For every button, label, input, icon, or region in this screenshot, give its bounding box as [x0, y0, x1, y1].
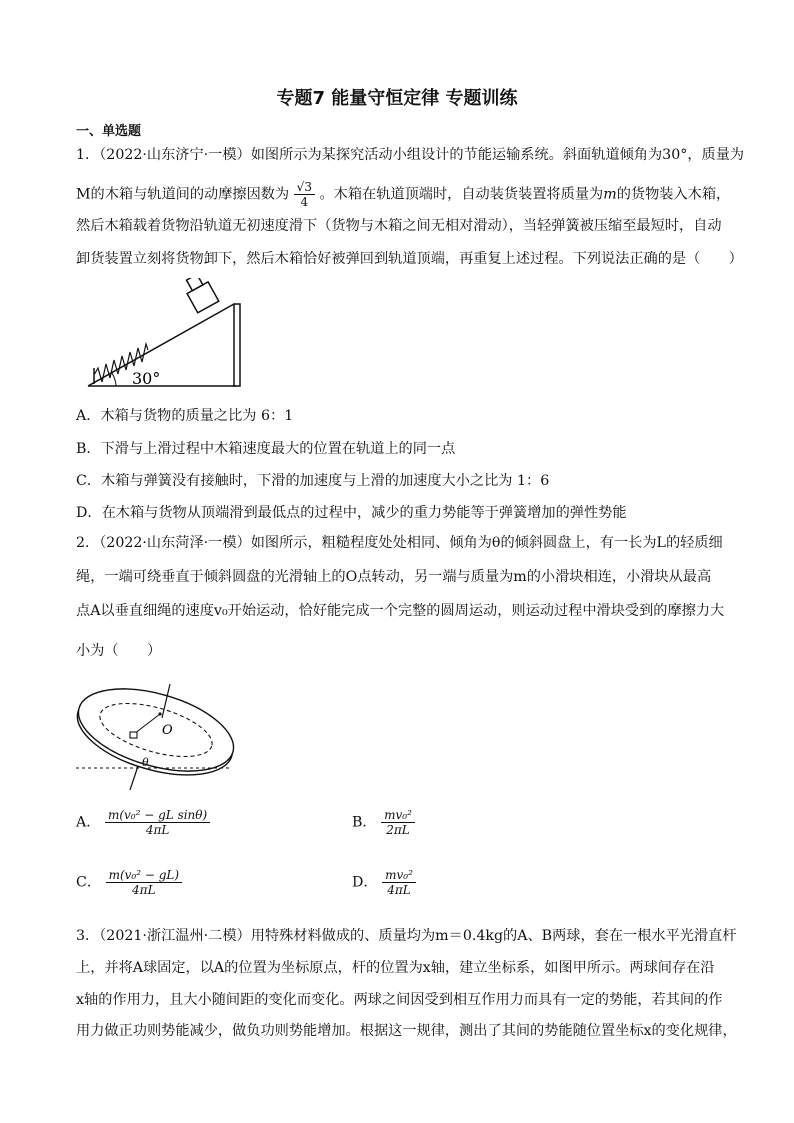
q2-option-b-den: 2πL	[386, 823, 410, 837]
page-title: 专题7 能量守恒定律 专题训练	[276, 88, 518, 109]
q2-option-a-num: m(v₀² − gL sinθ)	[105, 808, 210, 823]
q1-option-a: A．木箱与货物的质量之比为 6：1	[76, 408, 294, 424]
q2-center-label: O	[162, 723, 173, 738]
q2-option-b-fraction	[381, 808, 415, 837]
q2-line-2: 绳，一端可绕垂直于倾斜圆盘的光滑轴上的O点转动，另一端与质量为m的小滑块相连，小滑块从最高	[76, 569, 712, 585]
q1-line-3: 然后木箱载着货物沿轨道无初速度滑下（货物与木箱之间无相对滑动），当轻弹簧被压缩至最短时，自动	[76, 218, 722, 234]
q2-option-c-num: m(v₀² − gL)	[106, 868, 182, 883]
q1-option-b: B．下滑与上滑过程中木箱速度最大的位置在轨道上的同一点	[76, 441, 456, 457]
q2-option-d-fraction	[382, 868, 416, 897]
q1-line-2	[76, 180, 730, 209]
q2-option-c-fraction	[106, 868, 182, 897]
q2-option-b-num: mv₀²	[381, 808, 415, 823]
q2-option-d-den: 4πL	[387, 883, 411, 897]
q3-line-2: 上，并将A球固定，以A的位置为坐标原点，杆的位置为x轴，建立坐标系，如图甲所示。两球间存在沿	[76, 960, 715, 976]
q3-line-1: 3．（2021·浙江温州·二模）用特殊材料做成的、质量均为m＝0.4kg的A、B两球，套在一根水平光滑直杆	[76, 928, 737, 944]
q1-line-4: 卸货装置立刻将货物卸下，然后木箱恰好被弹回到轨道顶端，再重复上述过程。下列说法正确的是（ ）	[76, 251, 743, 267]
q1-frac-num: √3	[294, 180, 315, 195]
q2-option-a-label: A．	[76, 814, 101, 831]
q1-option-c: C．木箱与弹簧没有接触时，下滑的加速度与上滑的加速度大小之比为 1：6	[76, 473, 550, 489]
q3-line-3: x轴的作用力，且大小随间距的变化而变化。两球之间因受到相互作用力而具有一定的势能，若其间的作	[76, 992, 723, 1008]
q2-option-a	[76, 808, 210, 837]
q2-option-c-label: C．	[76, 874, 102, 891]
q1-angle-label: 30°	[132, 369, 161, 388]
q2-option-b	[352, 808, 415, 837]
q2-disk-figure	[72, 672, 242, 792]
q1-line-2-b: 。木箱在轨道顶端时，自动装货装置将质量为	[319, 186, 604, 203]
q1-mass-symbol: m	[603, 186, 617, 203]
q2-option-c-den: 4πL	[132, 883, 156, 897]
q2-option-d-num: mv₀²	[382, 868, 416, 883]
q1-friction-fraction	[294, 180, 315, 209]
section-heading: 一、单选题	[76, 124, 142, 139]
q1-line-2-c: 的货物装入木箱，	[616, 186, 731, 203]
q1-frac-den: 4	[300, 195, 309, 209]
q1-line-1: 1．（2022·山东济宁·一模）如图所示为某探究活动小组设计的节能运输系统。斜面轨道倾角为30°，质量为	[76, 147, 745, 163]
q2-option-d-label: D．	[352, 874, 378, 891]
q2-option-a-den: 4πL	[145, 823, 170, 837]
q2-theta-label: θ	[142, 756, 149, 769]
q1-line-2-a: M的木箱与轨道间的动摩擦因数为	[76, 186, 290, 203]
q2-line-3: 点A以垂直细绳的速度v₀开始运动，恰好能完成一个完整的圆周运动，则运动过程中滑块受到的摩擦力大	[76, 603, 725, 619]
q2-line-4: 小为（ ）	[76, 643, 162, 659]
q2-line-1: 2．（2022·山东菏泽·一模）如图所示，粗糙程度处处相同、倾角为θ的倾斜圆盘上，有一长为L的轻质细	[76, 535, 723, 551]
q1-incline-figure	[84, 278, 254, 392]
q3-line-4: 用力做正功则势能减少，做负功则势能增加。根据这一规律，测出了其间的势能随位置坐标x的变化规律，	[76, 1023, 737, 1039]
q2-option-b-label: B．	[352, 814, 377, 831]
q2-option-c	[76, 868, 182, 897]
q2-option-a-fraction	[105, 808, 210, 837]
q1-option-d: D．在木箱与货物从顶端滑到最低点的过程中，减少的重力势能等于弹簧增加的弹性势能	[76, 505, 627, 521]
q2-option-d	[352, 868, 416, 897]
